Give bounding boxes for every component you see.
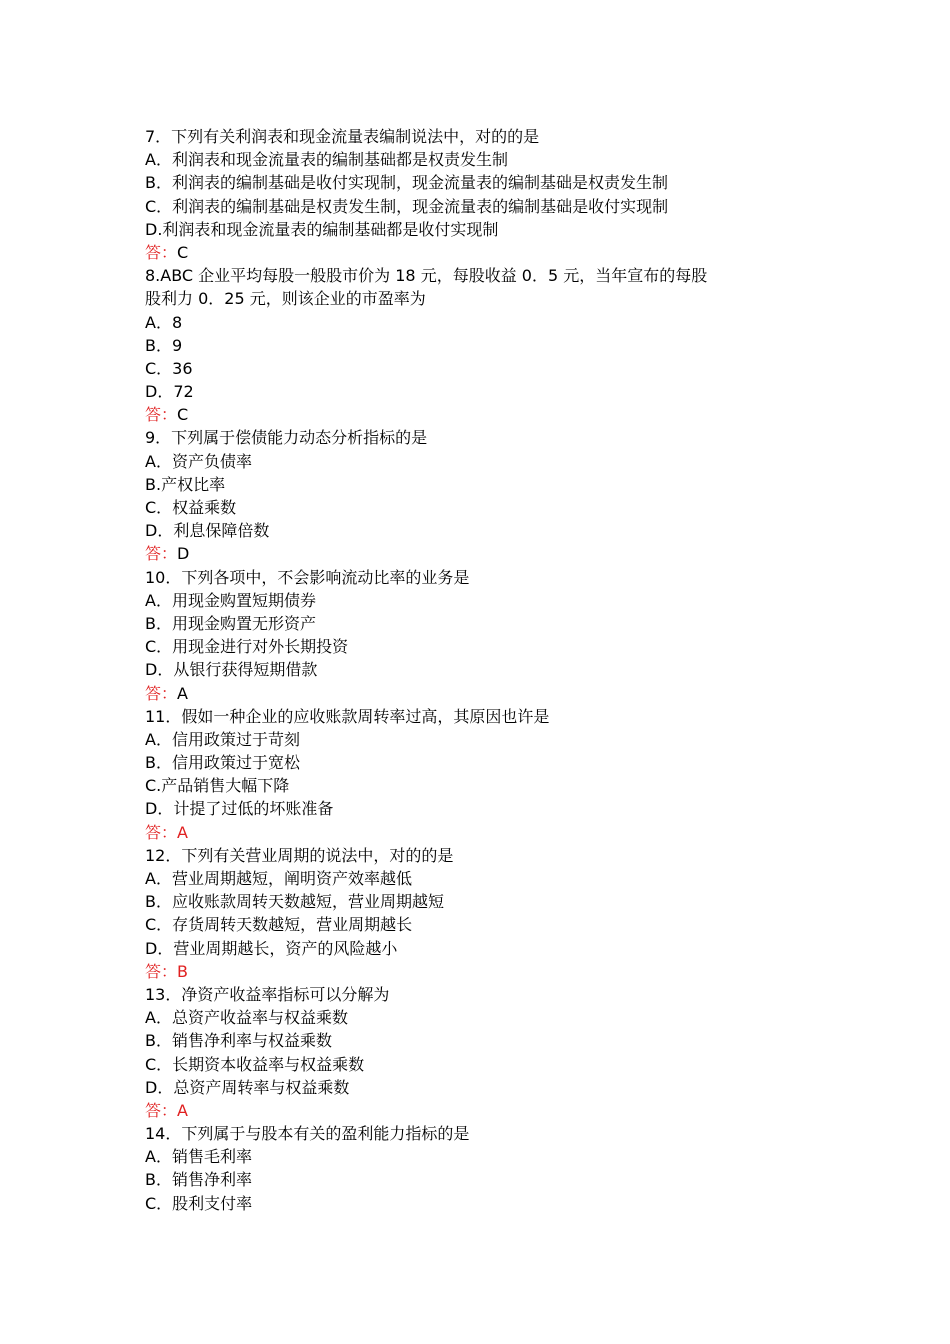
answer-option: A．总资产收益率与权益乘数: [145, 1008, 348, 1028]
question-block: [145, 844, 785, 983]
answer-line: [145, 1099, 785, 1122]
answer-line: [145, 960, 785, 983]
answer-option: A．8: [145, 312, 183, 332]
answer-option: A．销售毛利率: [145, 1147, 252, 1167]
answer-option: A．利润表和现金流量表的编制基础都是权责发生制: [145, 150, 508, 170]
answer-value: B: [177, 961, 188, 981]
answer-value: C: [177, 242, 189, 262]
answer-label: 答：: [145, 1100, 178, 1120]
answer-option: D．从银行获得短期借款: [145, 660, 318, 680]
answer-option: C．权益乘数: [145, 498, 237, 517]
answer-option: B．9: [145, 335, 183, 355]
question-block: [145, 983, 785, 1122]
question-block: [145, 264, 785, 426]
answer-value: D: [177, 544, 190, 564]
answer-option: A．资产负债率: [145, 451, 252, 471]
answer-option: C．36: [145, 358, 193, 378]
answer-option: C．用现金进行对外长期投资: [145, 637, 349, 657]
answer-label: 答：: [145, 405, 178, 425]
answer-line: [145, 403, 785, 426]
answer-option: C．利润表的编制基础是权责发生制，现金流量表的编制基础是收付实现制: [145, 196, 669, 216]
answer-option: B．销售净利率: [145, 1170, 252, 1190]
answer-option: B．用现金购置无形资产: [145, 613, 316, 633]
question-block: [145, 1122, 785, 1215]
answer-value: C: [177, 405, 189, 425]
answer-option: B．利润表的编制基础是收付实现制，现金流量表的编制基础是权责发生制: [145, 173, 668, 193]
document-body: [145, 125, 785, 1215]
answer-value: A: [177, 1100, 188, 1120]
answer-line: [145, 821, 785, 844]
question-block: [145, 705, 785, 844]
answer-value: A: [177, 683, 188, 703]
question-block: [145, 125, 785, 264]
answer-option: C．股利支付率: [145, 1193, 253, 1213]
answer-value: A: [177, 822, 188, 842]
question-text: 12．下列有关营业周期的说法中，对的的是: [145, 845, 454, 865]
answer-label: 答：: [145, 683, 178, 703]
answer-option: A．信用政策过于苛刻: [145, 729, 300, 749]
answer-option: D．计提了过低的坏账准备: [145, 799, 334, 819]
question-text: 8.ABC 企业平均每股一般股市价为 18 元，每股收益 0．5 元，当年宣布的每股: [145, 266, 708, 286]
answer-line: [145, 241, 785, 264]
answer-option: D．利息保障倍数: [145, 521, 270, 541]
answer-option: C．长期资本收益率与权益乘数: [145, 1054, 365, 1074]
answer-label: 答：: [145, 961, 178, 981]
answer-line: [145, 542, 785, 565]
answer-option: D．营业周期越长，资产的风险越小: [145, 938, 398, 958]
question-text: 13．净资产收益率指标可以分解为: [145, 984, 390, 1004]
answer-option: D．总资产周转率与权益乘数: [145, 1077, 350, 1097]
answer-option: D.利润表和现金流量表的编制基础都是收付实现制: [145, 219, 499, 239]
answer-line: [145, 682, 785, 705]
answer-option: A．用现金购置短期债券: [145, 590, 316, 610]
answer-label: 答：: [145, 822, 178, 842]
question-text: 股利力 0．25 元，则该企业的市盈率为: [145, 289, 426, 309]
answer-label: 答：: [145, 544, 178, 564]
answer-option: C.产品销售大幅下降: [145, 776, 290, 796]
question-text: 9．下列属于偿债能力动态分析指标的是: [145, 428, 428, 448]
answer-option: C．存货周转天数越短，营业周期越长: [145, 915, 413, 935]
answer-option: B．销售净利率与权益乘数: [145, 1031, 332, 1051]
answer-label: 答：: [145, 242, 178, 262]
answer-option: D．72: [145, 382, 194, 402]
question-block: [145, 566, 785, 705]
answer-option: B.产权比率: [145, 474, 226, 494]
question-text: 10．下列各项中，不会影响流动比率的业务是: [145, 567, 470, 587]
question-text: 14．下列属于与股本有关的盈利能力指标的是: [145, 1124, 470, 1144]
answer-option: B．信用政策过于宽松: [145, 753, 300, 773]
question-text: 11．假如一种企业的应收账款周转率过高，其原因也许是: [145, 706, 550, 726]
question-block: [145, 426, 785, 565]
question-text: 7．下列有关利润表和现金流量表编制说法中，对的的是: [145, 127, 540, 146]
answer-option: B．应收账款周转天数越短，营业周期越短: [145, 892, 444, 912]
answer-option: A．营业周期越短，阐明资产效率越低: [145, 869, 412, 888]
